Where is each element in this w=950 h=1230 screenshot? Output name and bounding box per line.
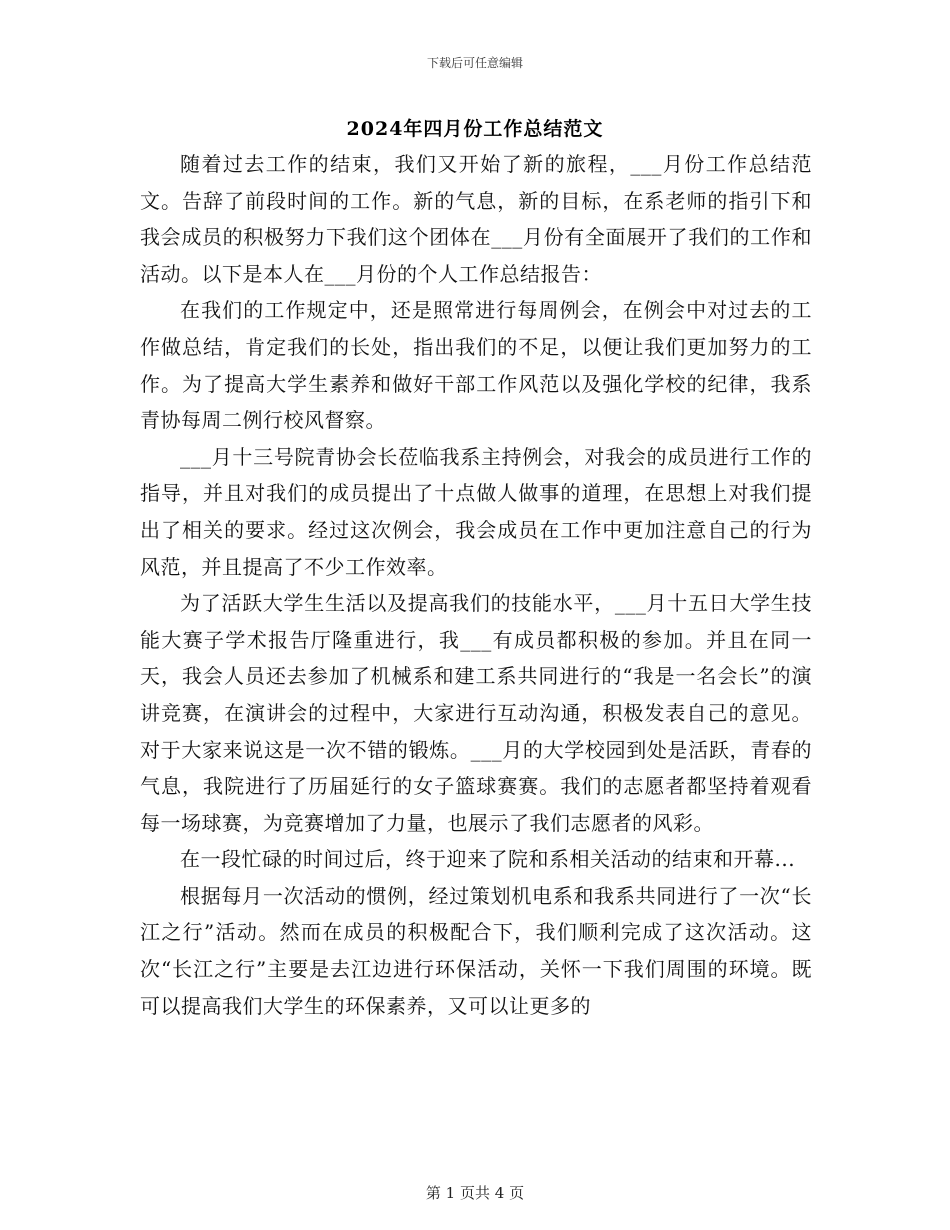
paragraph-5: 在一段忙碌的时间过后，终于迎来了院和系相关活动的结束和开幕... [180, 847, 796, 872]
paragraph-3: ___月十三号院青协会长莅临我系主持例会，对我会的成员进行工作的指导，并且对我们的成员提出了十点做人做事的道理，在思想上对我们提出了相关的要求。经过这次例会，我会成员在工作中更加注意自己的行为风范，并且提高了不少工作效率。 [140, 444, 812, 579]
document-title: 2024年四月份工作总结范文 [346, 118, 604, 140]
header-note: 下载后可任意编辑 [426, 56, 523, 70]
paragraph-4: 为了活跃大学生生活以及提高我们的技能水平，___月十五日大学生技能大赛子学术报告厅隆重进行，我___有成员都积极的参加。并且在同一天，我会人员还去参加了机械系和建工系共同进行的“我是一名会长”的演讲竞赛，在演讲会的过程中，大家进行互动沟通，积极发表自己的意见。对于大家来说这是一次不错的锻炼。___月的大学校园到处是活跃，青春的气息，我院进行了历届延行的女子篮球赛赛。我们的志愿者都坚持着观看每一场球赛，为竞赛增加了力量，也展示了我们志愿者的风彩。 [140, 591, 812, 835]
paragraph-2: 在我们的工作规定中，还是照常进行每周例会，在例会中对过去的工作做总结，肯定我们的长处，指出我们的不足，以便让我们更加努力的工作。为了提高大学生素养和做好干部工作风范以及强化学校的纪律，我系青协每周二例行校风督察。 [140, 298, 812, 433]
document-body [140, 146, 812, 1024]
paragraph-6: 根据每月一次活动的惯例，经过策划机电系和我系共同进行了一次“长江之行”活动。然而在成员的积极配合下，我们顺利完成了这次活动。这次“长江之行”主要是去江边进行环保活动，关怀一下我们周围的环境。既可以提高我们大学生的环保素养，又可以让更多的 [140, 883, 812, 1018]
page-footer: 第 1 页共 4 页 [425, 1184, 525, 1202]
paragraph-1: 随着过去工作的结束，我们又开始了新的旅程，___月份工作总结范文。告辞了前段时间的工作。新的气息，新的目标，在系老师的指引下和我会成员的积极努力下我们这个团体在___月份有全面展开了我们的工作和活动。以下是本人在___月份的个人工作总结报告： [140, 152, 812, 286]
